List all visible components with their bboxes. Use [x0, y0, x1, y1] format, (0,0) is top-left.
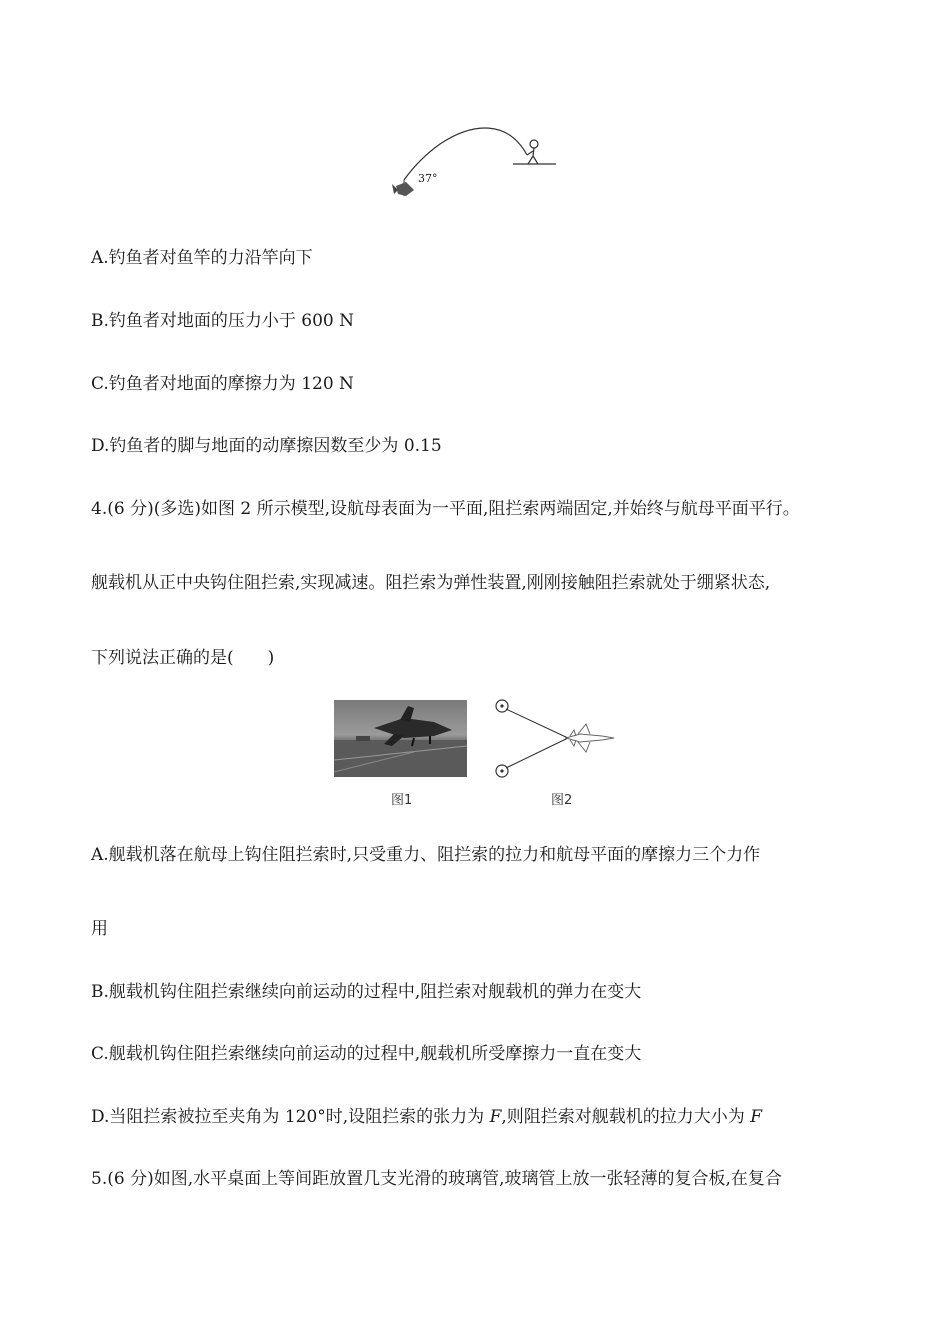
variable-f: F [750, 1107, 762, 1127]
q4-stem-line3: 下列说法正确的是( ) [91, 648, 275, 668]
q4-stem-line1: 4.(6 分)(多选)如图 2 所示模型,设航母表面为一平面,阻拦索两端固定,并始终与航母平面平行。 [91, 499, 800, 519]
q3-option-b: B.钓鱼者对地面的压力小于 600 N [91, 311, 355, 331]
q3-option-d: D.钓鱼者的脚与地面的动摩擦因数至少为 0.15 [91, 436, 442, 456]
q5-stem-line1: 5.(6 分)如图,水平桌面上等间距放置几支光滑的玻璃管,玻璃管上放一张轻薄的复合板,在复合 [91, 1169, 782, 1189]
arresting-cable-diagram [490, 696, 620, 780]
q4-option-a-line2: 用 [91, 919, 108, 939]
fig2-caption: 图2 [551, 793, 573, 808]
fishing-diagram [388, 124, 560, 204]
q4-option-c: C.舰载机钩住阻拦索继续向前运动的过程中,舰载机所受摩擦力一直在变大 [91, 1044, 642, 1064]
q4-stem-line2: 舰载机从正中央钩住阻拦索,实现减速。阻拦索为弹性装置,刚刚接触阻拦索就处于绷紧状态, [91, 573, 771, 593]
fig1-caption: 图1 [391, 793, 413, 808]
q3-option-a: A.钓鱼者对鱼竿的力沿竿向下 [91, 248, 313, 268]
q4-option-b: B.舰载机钩住阻拦索继续向前运动的过程中,阻拦索对舰载机的弹力在变大 [91, 982, 642, 1002]
variable-f: F [489, 1107, 502, 1127]
q4-option-d-mid: ,则阻拦索对舰载机的拉力大小为 [501, 1107, 751, 1127]
carrier-landing-photo [334, 700, 467, 777]
q3-option-c: C.钓鱼者对地面的摩擦力为 120 N [91, 374, 354, 394]
q4-option-d [91, 1106, 762, 1128]
q4-option-d-pre: D.当阻拦索被拉至夹角为 120°时,设阻拦索的张力为 [91, 1107, 490, 1127]
q4-option-a-line1: A.舰载机落在航母上钩住阻拦索时,只受重力、阻拦索的拉力和航母平面的摩擦力三个力作 [91, 845, 761, 865]
angle-label: 37° [418, 172, 438, 185]
